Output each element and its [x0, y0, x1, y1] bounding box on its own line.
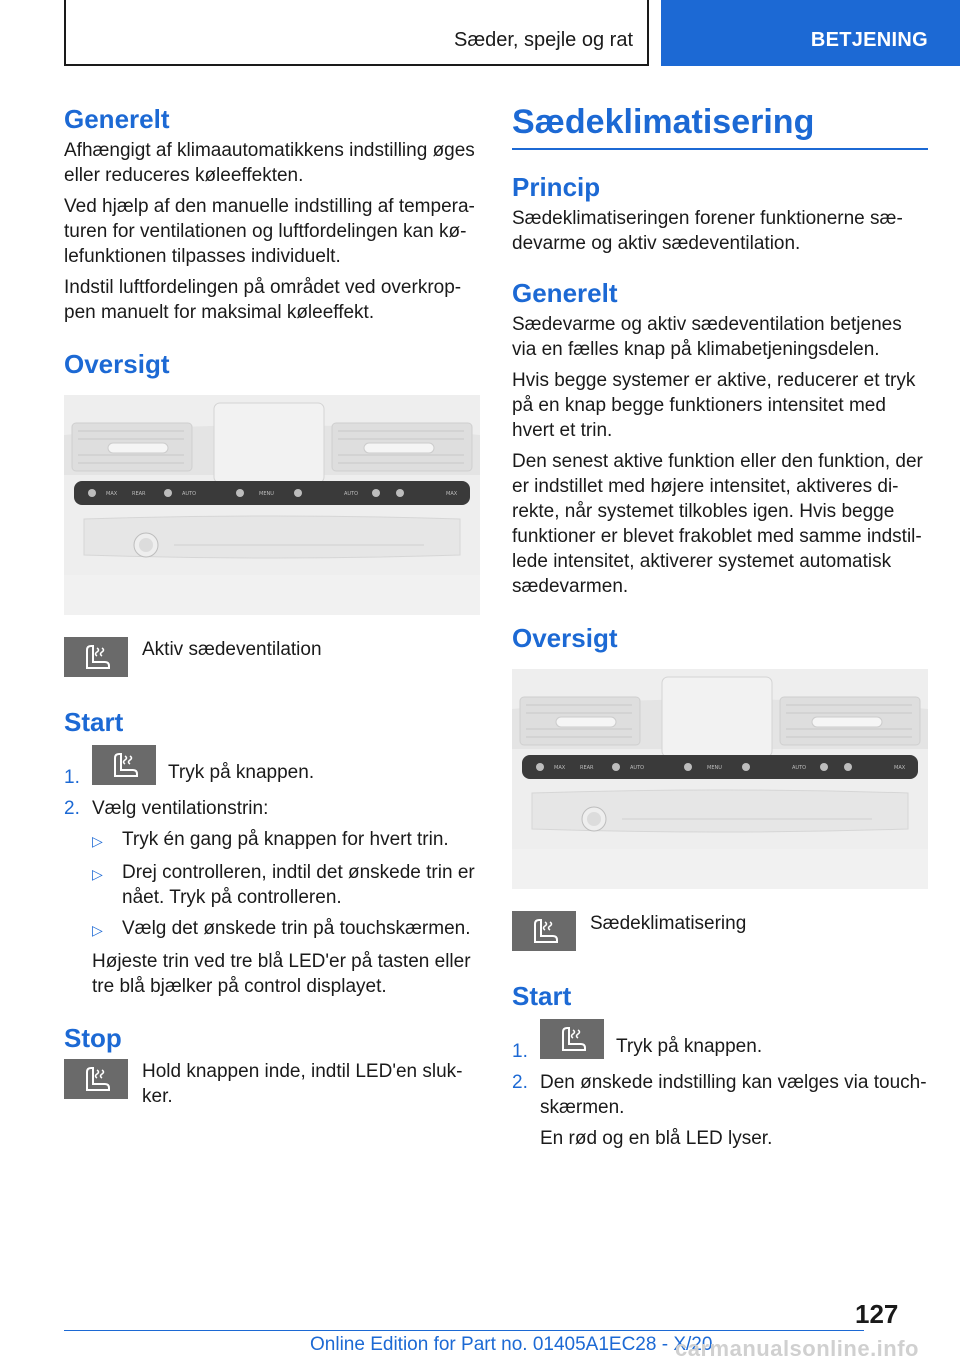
panel-button-label: MAX — [446, 491, 458, 497]
paragraph: Sædevarme og aktiv sædeventilation betjenes via en fælles knap på klimabetjeningsdelen. — [512, 314, 902, 360]
note-text: Højeste trin ved tre blå LED'er på tasten eller tre blå bjælker på control displayet. — [92, 951, 471, 997]
left-column — [64, 100, 480, 1109]
page-header — [0, 0, 960, 66]
panel-button-label: MAX — [554, 765, 566, 771]
paragraph: Ved hjælp af den manuelle indstilling af temperaturen for ventilationen og luftfordelingen kan kølefunktionen tilpasses individuelt. — [64, 196, 475, 267]
sub-item-text: Tryk én gang på knappen for hvert trin. — [122, 829, 449, 850]
climate-panel-image — [64, 395, 480, 615]
figure-caption — [512, 911, 928, 951]
panel-button-label: MAX — [894, 765, 906, 771]
heading-start: Start — [512, 981, 572, 1011]
step-text: Den ønskede indstilling kan vælges via touchskærmen. — [540, 1072, 927, 1118]
sub-item — [92, 827, 480, 854]
heading-princip: Princip — [512, 172, 601, 202]
step-number: 1. — [64, 767, 80, 788]
list-item — [64, 745, 480, 790]
caption-text: Sædeklimatisering — [590, 913, 747, 934]
seat-ventilation-icon — [64, 637, 128, 677]
section-title: Sæder, spejle og rat — [454, 29, 633, 51]
climate-panel-illustration — [64, 395, 480, 615]
edition-text: Online Edition for Part no. 01405A1EC28 - X/20 — [310, 1334, 713, 1355]
note-text: En rød og en blå LED lyser. — [540, 1128, 773, 1149]
heading-start: Start — [64, 707, 124, 737]
step-text: Tryk på knappen. — [616, 1036, 763, 1057]
seat-climate-icon — [540, 1019, 604, 1059]
paragraph: Sædeklimatiseringen forener funktionerne sædevarme og aktiv sædeventilation. — [512, 208, 903, 254]
triangle-bullet-icon: ▷ — [92, 922, 103, 938]
panel-button-label: AUTO — [630, 765, 645, 771]
step-text: Tryk på knappen. — [168, 762, 315, 783]
stop-row — [64, 1059, 480, 1109]
section-tab — [64, 0, 649, 66]
list-item — [64, 796, 480, 999]
paragraph: Afhængigt af klimaautomatikkens indstilling øges eller reduceres køleeffekten. — [64, 140, 475, 186]
paragraph: Hvis begge systemer er aktive, reducerer et tryk på en knap begge funktioners intensitet med hvert et trin. — [512, 370, 916, 441]
panel-button-label: MENU — [259, 491, 274, 497]
panel-button-label: AUTO — [344, 491, 359, 497]
chapter-heading: Sædeklimatisering — [512, 100, 928, 150]
heading-generelt: Generelt — [64, 104, 170, 134]
seat-ventilation-icon — [92, 745, 156, 785]
heading-generelt: Generelt — [512, 278, 618, 308]
sub-item — [92, 860, 480, 910]
heading-oversigt: Oversigt — [512, 623, 618, 653]
step-number: 1. — [512, 1041, 528, 1062]
footer-divider — [64, 1330, 864, 1331]
paragraph: Den senest aktive funktion eller den funktion, der er indstillet med højere intensitet, aktiveres direkte, når systemet tilkobles igen. Hvis begge funktioner er blevet frakoblet med samme indstillede intensitet, aktiverer systemet automatisk sædevarmen. — [512, 451, 923, 597]
list-item — [512, 1019, 928, 1064]
panel-button-label: REAR — [132, 491, 146, 497]
paragraph: Indstil luftfordelingen på området ved overkroppen manuelt for maksimal køleeffekt. — [64, 277, 462, 323]
seat-ventilation-icon — [64, 1059, 128, 1099]
stop-text: Hold knappen inde, indtil LED'en slukker. — [142, 1061, 463, 1107]
watermark: carmanualsonline.info — [675, 1336, 919, 1361]
heading-oversigt: Oversigt — [64, 349, 170, 379]
page-number: 127 — [855, 1299, 899, 1329]
triangle-bullet-icon: ▷ — [92, 833, 103, 849]
panel-button-label: REAR — [580, 765, 594, 771]
seat-climate-icon — [512, 911, 576, 951]
sub-item-text: Drej controlleren, indtil det ønskede trin er nået. Tryk på controlleren. — [122, 862, 475, 908]
caption-text: Aktiv sædeventilation — [142, 639, 322, 660]
list-item — [512, 1070, 928, 1151]
chapter-tab — [661, 0, 960, 66]
sub-item-text: Vælg det ønskede trin på touchskærmen. — [122, 918, 471, 939]
panel-button-label: MENU — [707, 765, 722, 771]
step-number: 2. — [512, 1072, 528, 1093]
figure-caption — [64, 637, 480, 677]
right-column — [512, 100, 928, 1151]
panel-button-label: AUTO — [182, 491, 197, 497]
sub-item — [92, 916, 480, 943]
heading-stop: Stop — [64, 1023, 122, 1053]
panel-button-label: MAX — [106, 491, 118, 497]
chapter-title: BETJENING — [810, 29, 928, 51]
step-number: 2. — [64, 798, 80, 819]
climate-panel-illustration — [512, 669, 928, 889]
step-text: Vælg ventilationstrin: — [92, 798, 269, 819]
panel-button-label: AUTO — [792, 765, 807, 771]
climate-panel-image — [512, 669, 928, 889]
triangle-bullet-icon: ▷ — [92, 866, 103, 882]
